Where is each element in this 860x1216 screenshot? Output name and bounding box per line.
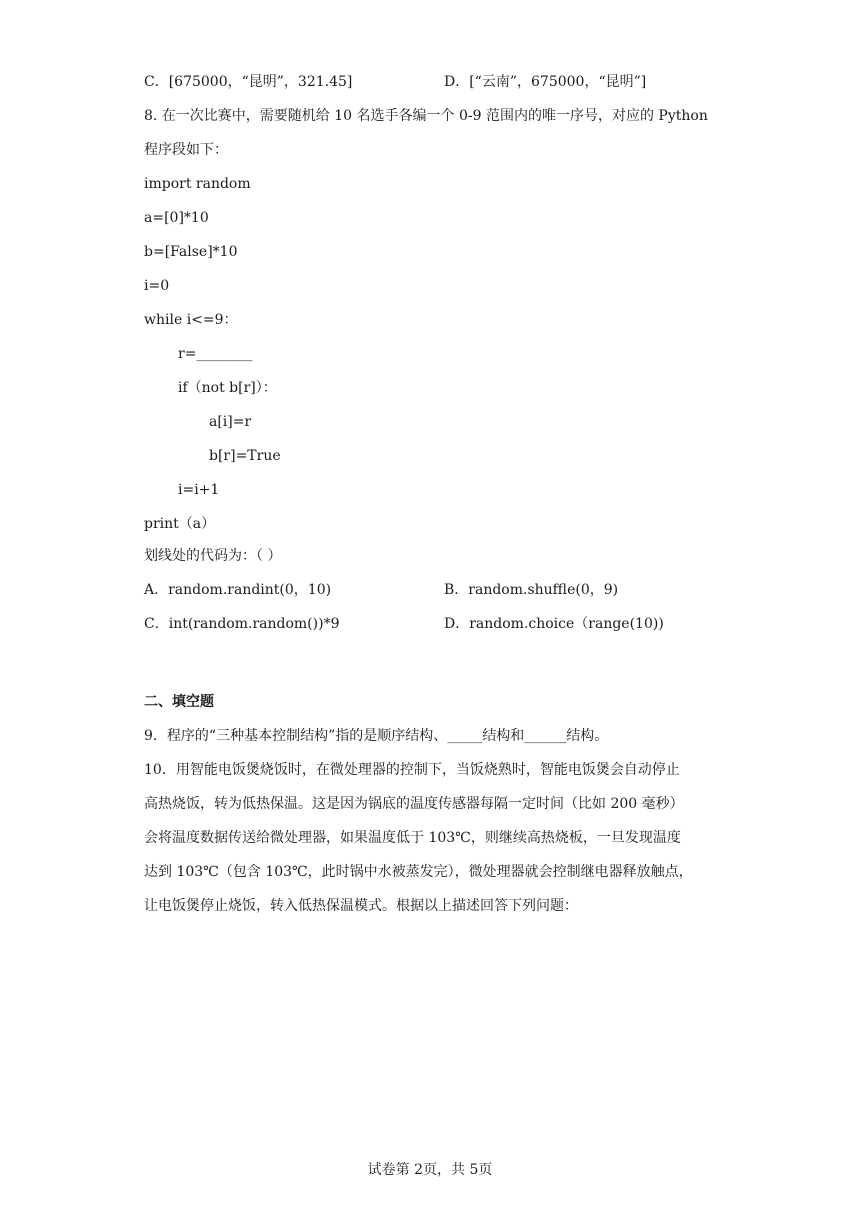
code-line-assign-b: b[r]=True <box>209 448 281 464</box>
code-line-init-a: a=[0]*10 <box>144 210 209 226</box>
q8-option-a: A．random.randint(0，10) <box>144 582 332 598</box>
q7-option-c: C．[675000，“昆明”，321.45] <box>144 74 353 90</box>
q8-stem-line-1: 8. 在一次比赛中，需要随机给 10 名选手各编一个 0-9 范围内的唯一序号，对应的 Python <box>144 108 708 124</box>
q8-option-b: B．random.shuffle(0，9) <box>444 582 619 598</box>
q10-line-3: 会将温度数据传送给微处理器，如果温度低于 103℃，则继续高热烧板，一旦发现温度 <box>144 830 681 846</box>
q10-line-1: 10．用智能电饭煲烧饭时，在微处理器的控制下，当饭烧熟时，智能电饭煲会自动停止 <box>144 762 680 778</box>
q8-stem-line-2: 程序段如下： <box>144 142 228 158</box>
q9-text: 9．程序的“三种基本控制结构”指的是顺序结构、_____结构和______结构。 <box>144 728 609 744</box>
code-line-blank-r: r=________ <box>178 346 253 362</box>
section-title-fill-in: 二、填空题 <box>144 694 214 710</box>
code-line-assign-a: a[i]=r <box>209 414 252 430</box>
code-line-increment: i=i+1 <box>178 482 220 498</box>
code-line-init-b: b=[False]*10 <box>144 244 238 260</box>
q7-option-d: D．[“云南”，675000，“昆明”] <box>444 74 647 90</box>
q8-question: 划线处的代码为：（ ） <box>144 548 282 564</box>
q10-line-4: 达到 103℃（包含 103℃，此时锅中水被蒸发完），微处理器就会控制继电器释放触点， <box>144 864 693 880</box>
code-line-while: while i<=9： <box>144 312 238 328</box>
q8-option-c: C．int(random.random())*9 <box>144 616 340 632</box>
code-line-import: import random <box>144 176 251 192</box>
q8-option-d: D．random.choice（range(10)) <box>444 616 664 632</box>
code-line-if: if（not b[r]）： <box>178 380 277 396</box>
code-line-print: print（a） <box>144 516 216 532</box>
page-footer: 试卷第 2页，共 5页 <box>367 1162 493 1178</box>
q10-line-2: 高热烧饭，转为低热保温。这是因为锅底的温度传感器每隔一定时间（比如 200 毫秒） <box>144 796 684 812</box>
code-line-init-i: i=0 <box>144 278 170 294</box>
q10-line-5: 让电饭煲停止烧饭，转入低热保温模式。根据以上描述回答下列问题： <box>144 898 578 914</box>
